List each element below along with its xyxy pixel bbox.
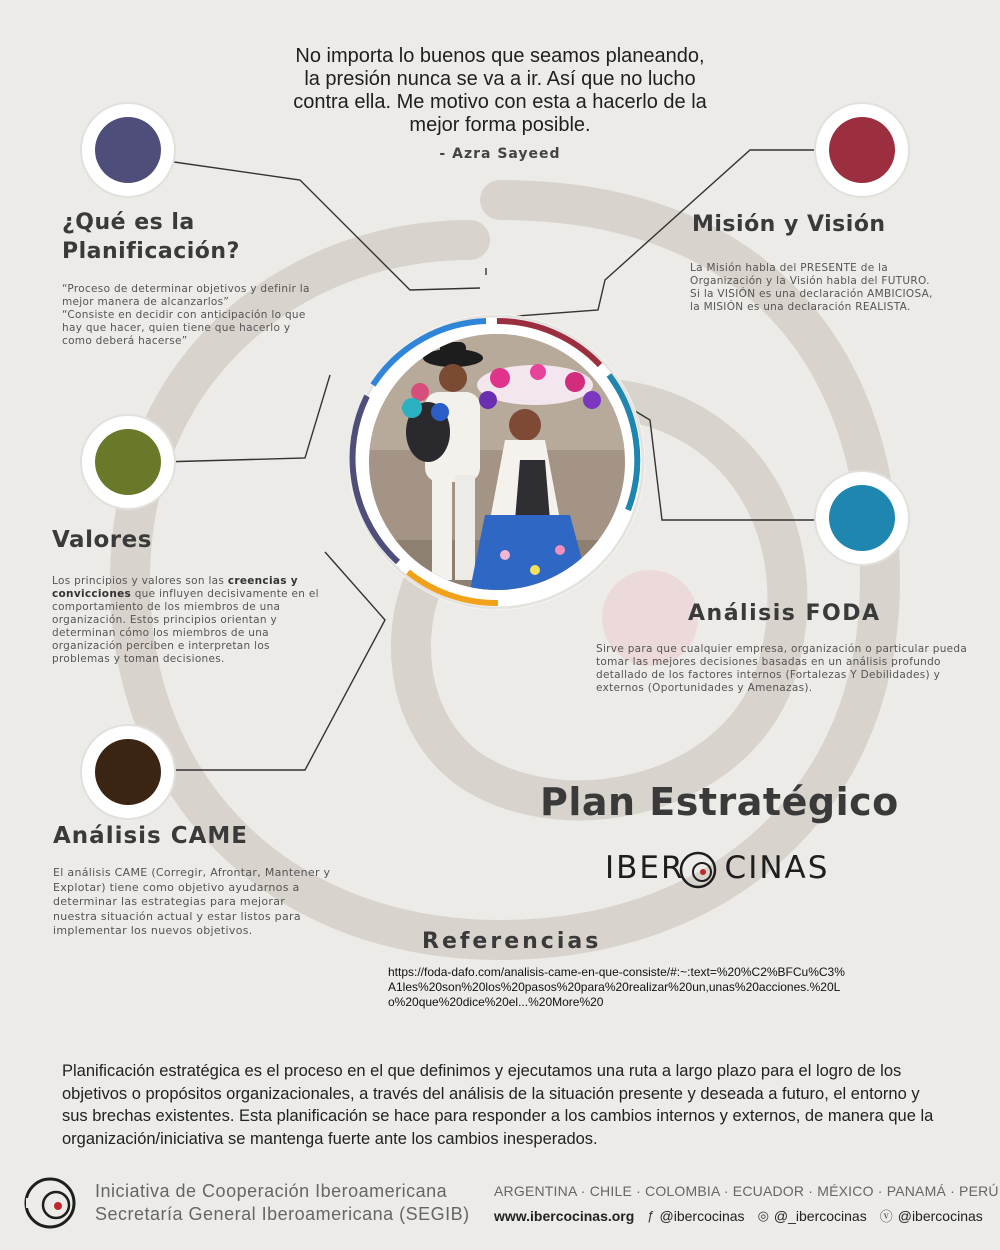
planificacion-text <box>62 283 332 348</box>
planificacion-title-line: ¿Qué es la <box>62 210 195 235</box>
quote-line: contra ella. Me motivo con esta a hacerlo de la <box>293 91 707 113</box>
facebook-link[interactable]: @ibercocinas <box>659 1207 745 1224</box>
valores-text-before: Los principios y valores son las <box>52 575 228 587</box>
vimeo-icon[interactable]: ⓥ <box>879 1209 893 1224</box>
footer-links <box>494 1206 983 1225</box>
came-title: Análisis CAME <box>53 823 249 849</box>
valores-text-line: comportamiento de los miembros de una <box>52 601 281 613</box>
ibercocinas-logo-icon <box>26 1179 74 1227</box>
quote <box>230 45 770 137</box>
mision-text-line: Organización y la Visión habla del FUTURO. <box>690 275 930 287</box>
circle-icon-valores <box>81 415 175 509</box>
valores-bold-creencias: creencias y <box>227 575 298 587</box>
references-title: Referencias <box>422 929 602 954</box>
circle-icon-foda <box>815 471 909 565</box>
mision-text <box>690 262 970 314</box>
valores-text <box>52 575 332 666</box>
footer-countries: ARGENTINA · CHILE · COLOMBIA · ECUADOR · MÉXICO · PANAMÁ · PERÚ <box>494 1183 999 1199</box>
instagram-link[interactable]: @_ibercocinas <box>773 1207 867 1224</box>
valores-text-line <box>52 588 332 601</box>
foda-text-line: externos (Oportunidades y Amenazas). <box>596 682 813 694</box>
valores-text-line: organización perciben e interpretan los <box>52 640 270 652</box>
planificacion-title-line: Planificación? <box>62 239 240 264</box>
quote-author: - Azra Sayeed <box>439 146 561 162</box>
foda-title: Análisis FODA <box>688 601 881 626</box>
valores-text-line <box>52 575 332 588</box>
brand-part-1: IBER <box>605 850 685 886</box>
planificacion-text-line: hay que hacer, quien tiene que hacerlo y <box>62 322 291 334</box>
mision-text-line: la MISIÓN es una declaración REALISTA. <box>690 301 911 313</box>
quote-line: la presión nunca se va a ir. Así que no lucho <box>304 68 696 90</box>
footer-org-line-1: Iniciativa de Cooperación Iberoamericana <box>95 1181 448 1201</box>
quote-line: mejor forma posible. <box>409 114 591 136</box>
summary-paragraph: Planificación estratégica es el proceso en el que definimos y ejecutamos una ruta a largo plazo para el logro de los objetivos o propósitos organizacionales, a través del análisis de la situación presente y deseada a futuro, el entorno y sus brechas existentes. Esta planificación se hace para responder a los cambios internos y externos, de manera que la organización/iniciativa se mantenga fuerte ante los cambios inesperados. <box>62 1062 934 1148</box>
foda-text-line: Sirve para que cualquier empresa, organización o particular pueda <box>596 643 968 655</box>
vimeo-link[interactable]: @ibercocinas <box>897 1207 983 1224</box>
came-text-line: determinar las estrategias para mejorar <box>53 895 286 908</box>
instagram-icon[interactable]: ◎ <box>757 1207 769 1223</box>
foda-text-line: tomar las mejores decisiones basadas en un análisis profundo <box>596 656 941 668</box>
planificacion-text-line: como deberá hacerse” <box>62 335 188 347</box>
center-photo-medallion <box>349 314 645 610</box>
planificacion-text-line: “Proceso de determinar objetivos y definir la <box>62 283 310 295</box>
website-link[interactable]: www.ibercocinas.org <box>494 1207 635 1224</box>
footer-org-line-2: Secretaría General Iberoamericana (SEGIB) <box>95 1204 470 1224</box>
circle-icon-planificacion <box>81 103 175 197</box>
foda-text-line: detallado de los factores internos (Fortalezas Y Debilidades) y <box>596 669 941 681</box>
valores-text-line: determinan cómo los miembros de una <box>52 627 269 639</box>
came-text-line: nuestra situación actual y estar listos para <box>53 909 301 923</box>
valores-text-line: problemas y toman decisiones. <box>52 653 225 665</box>
planificacion-title <box>62 208 240 266</box>
planificacion-text-line: “Consiste en decidir con anticipación lo que <box>62 309 306 321</box>
circle-icon-mision <box>815 103 909 197</box>
valores-bold-convicciones: convicciones <box>52 588 132 600</box>
valores-text-after: que influyen decisivamente en el <box>131 588 319 600</box>
came-text-line: El análisis CAME (Corregir, Afrontar, Mantener y <box>53 866 331 879</box>
foda-text <box>596 643 986 695</box>
came-text-line: Explotar) tiene como objetivo ayudarnos a <box>53 880 300 894</box>
references-link[interactable]: https://foda-dafo.com/analisis-came-en-que-consiste/#:~:text=%20%C2%BFCu%C3%A1les%20son%20los%20pasos%20para%20realizar%20un,unas%20acciones.%20Lo%20que%20dice%20el...%20More%20 <box>388 965 845 1009</box>
mision-text-line: La Misión habla del PRESENTE de la <box>690 262 889 274</box>
quote-line: No importa lo buenos que seamos planeando, <box>295 45 705 67</box>
planificacion-text-line: mejor manera de alcanzarlos” <box>62 296 230 308</box>
circle-icon-came <box>81 725 175 819</box>
came-text <box>53 866 363 939</box>
mision-title: Misión y Visión <box>692 212 886 237</box>
came-text-line: implementar los nuevos objetivos. <box>53 924 253 937</box>
main-title: Plan Estratégico <box>540 780 899 824</box>
mision-text-line: Si la VISIÓN es una declaración AMBICIOSA, <box>690 288 933 300</box>
brand-part-2: CINAS <box>724 850 830 886</box>
facebook-icon[interactable]: ƒ <box>647 1208 655 1223</box>
valores-text-line: organización. Estos principios orientan y <box>52 614 277 626</box>
brand-wordmark-visual <box>605 850 829 886</box>
valores-title: Valores <box>52 527 152 553</box>
